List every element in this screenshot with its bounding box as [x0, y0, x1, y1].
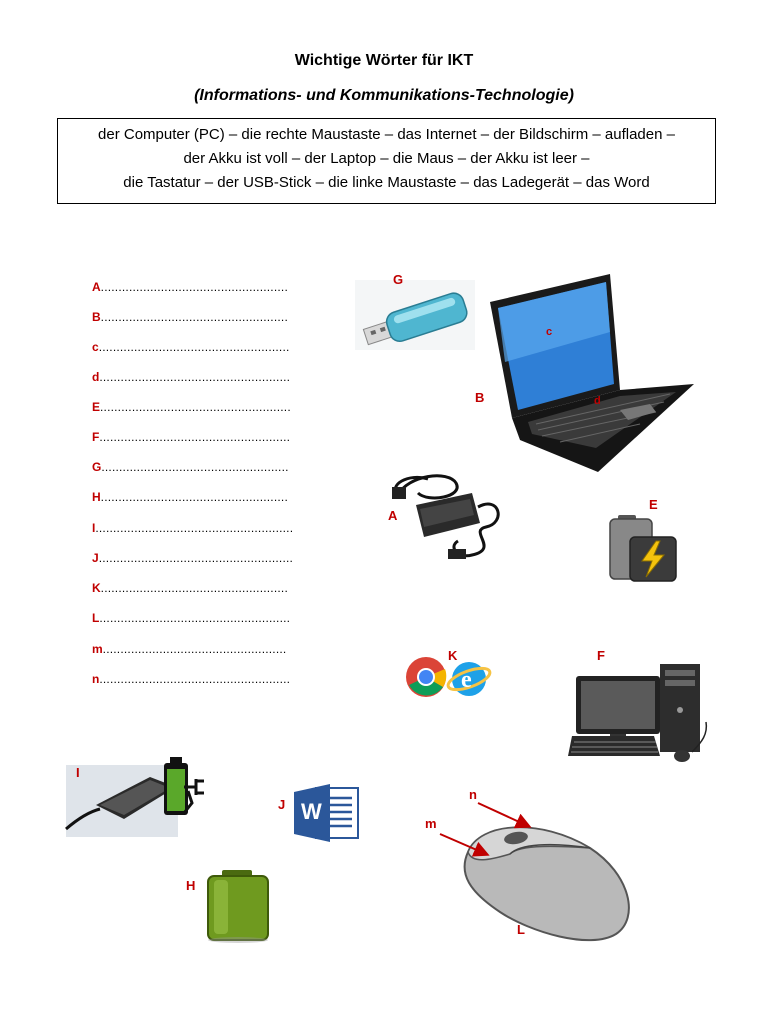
word-bank-box	[57, 118, 716, 204]
answer-line-a[interactable]: A.....................................................	[92, 280, 288, 294]
word-bank-line: die Tastatur – der USB-Stick – die linke Maustaste – das Ladegerät – das Word	[123, 174, 650, 191]
charger-icon	[388, 465, 504, 565]
answer-line-e[interactable]: E......................................................	[92, 400, 291, 414]
page-title: Wichtige Wörter für IKT	[294, 52, 474, 69]
label-word: J	[278, 797, 286, 812]
word-bank-line: der Akku ist voll – der Laptop – die Maus – der Akku ist leer –	[183, 150, 590, 167]
mouse-icon	[420, 798, 640, 944]
answer-line-i[interactable]: I........................................................	[92, 521, 294, 535]
answer-line-l[interactable]: L......................................................	[92, 611, 291, 625]
label-phone-charging: I	[76, 765, 80, 780]
answer-line-g[interactable]: G.....................................................	[92, 460, 289, 474]
usb-stick-icon	[355, 280, 475, 350]
label-battery-full: H	[186, 878, 196, 893]
word-logo-letter: W	[301, 799, 322, 824]
answer-line-h[interactable]: H.....................................................	[92, 490, 288, 504]
answer-line-m[interactable]: m....................................................	[92, 642, 287, 656]
label-laptop-keyboard: d	[594, 395, 601, 407]
answer-line-d[interactable]: d......................................................	[92, 370, 291, 384]
label-battery-empty: E	[649, 497, 658, 512]
word-bank-line: der Computer (PC) – die rechte Maustaste – das Internet – der Bildschirm – aufladen –	[98, 126, 675, 143]
svg-text:e: e	[461, 667, 472, 693]
label-mouse-left-button: m	[425, 816, 437, 831]
label-mouse: L	[517, 922, 525, 937]
answer-line-k[interactable]: K.....................................................	[92, 581, 288, 595]
battery-empty-icon	[608, 513, 678, 583]
answer-line-f[interactable]: F......................................................	[92, 430, 291, 444]
answer-line-n[interactable]: n......................................................	[92, 672, 291, 686]
label-charger: A	[388, 508, 398, 523]
label-laptop-screen: c	[546, 326, 553, 338]
label-mouse-right-button: n	[469, 787, 477, 802]
laptop-icon	[480, 272, 696, 477]
page-subtitle: (Informations- und Kommunikations-Technologie)	[194, 87, 574, 104]
label-browser: K	[448, 648, 458, 663]
answer-line-j[interactable]: J.......................................................	[92, 551, 294, 565]
answer-line-c[interactable]: c......................................................	[92, 340, 290, 354]
label-computer: F	[597, 648, 605, 663]
desktop-computer-icon	[568, 662, 708, 766]
label-usb: G	[393, 272, 404, 287]
battery-full-icon	[204, 868, 272, 944]
label-laptop: B	[475, 390, 485, 405]
phone-charging-icon	[66, 757, 216, 839]
answer-line-b[interactable]: B.....................................................	[92, 310, 288, 324]
